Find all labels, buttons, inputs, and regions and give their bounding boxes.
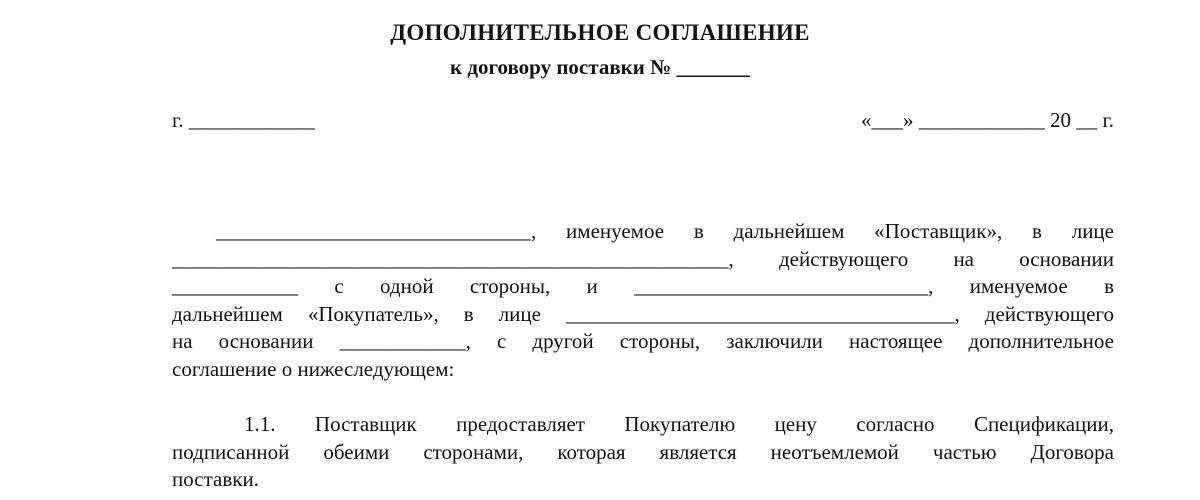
document-title: ДОПОЛНИТЕЛЬНОЕ СОГЛАШЕНИЕ	[390, 20, 810, 45]
place-field: г. ____________	[172, 108, 315, 132]
paragraph-line: _____________________________________________________, действующего на основании	[172, 246, 1114, 271]
paragraph-line: ______________________________, именуемое в дальнейшем «Поставщик», в лице	[216, 219, 1114, 243]
document-subtitle: к договору поставки № _______	[450, 55, 750, 79]
paragraph-line: ____________ с одной стороны, и ____________________________, именуемое в	[172, 274, 1114, 298]
paragraph-line: соглашение о нижеследующем:	[172, 356, 455, 381]
paragraph-line: подписанной обеими сторонами, которая является неотъемлемой частью Договора	[172, 439, 1114, 464]
parties-paragraph	[172, 218, 1114, 383]
date-field: «___» ____________ 20 __ г.	[861, 108, 1114, 132]
paragraph-line: поставки.	[172, 467, 259, 491]
clause-1-1	[172, 411, 1114, 494]
paragraph-line: 1.1. Поставщик предоставляет Покупателю цену согласно Спецификации,	[244, 412, 1114, 436]
paragraph-line: дальнейшем «Покупатель», в лице _____________________________________, действующего	[172, 301, 1114, 326]
paragraph-line: на основании ____________, с другой стороны, заключили настоящее дополнительное	[172, 329, 1114, 353]
